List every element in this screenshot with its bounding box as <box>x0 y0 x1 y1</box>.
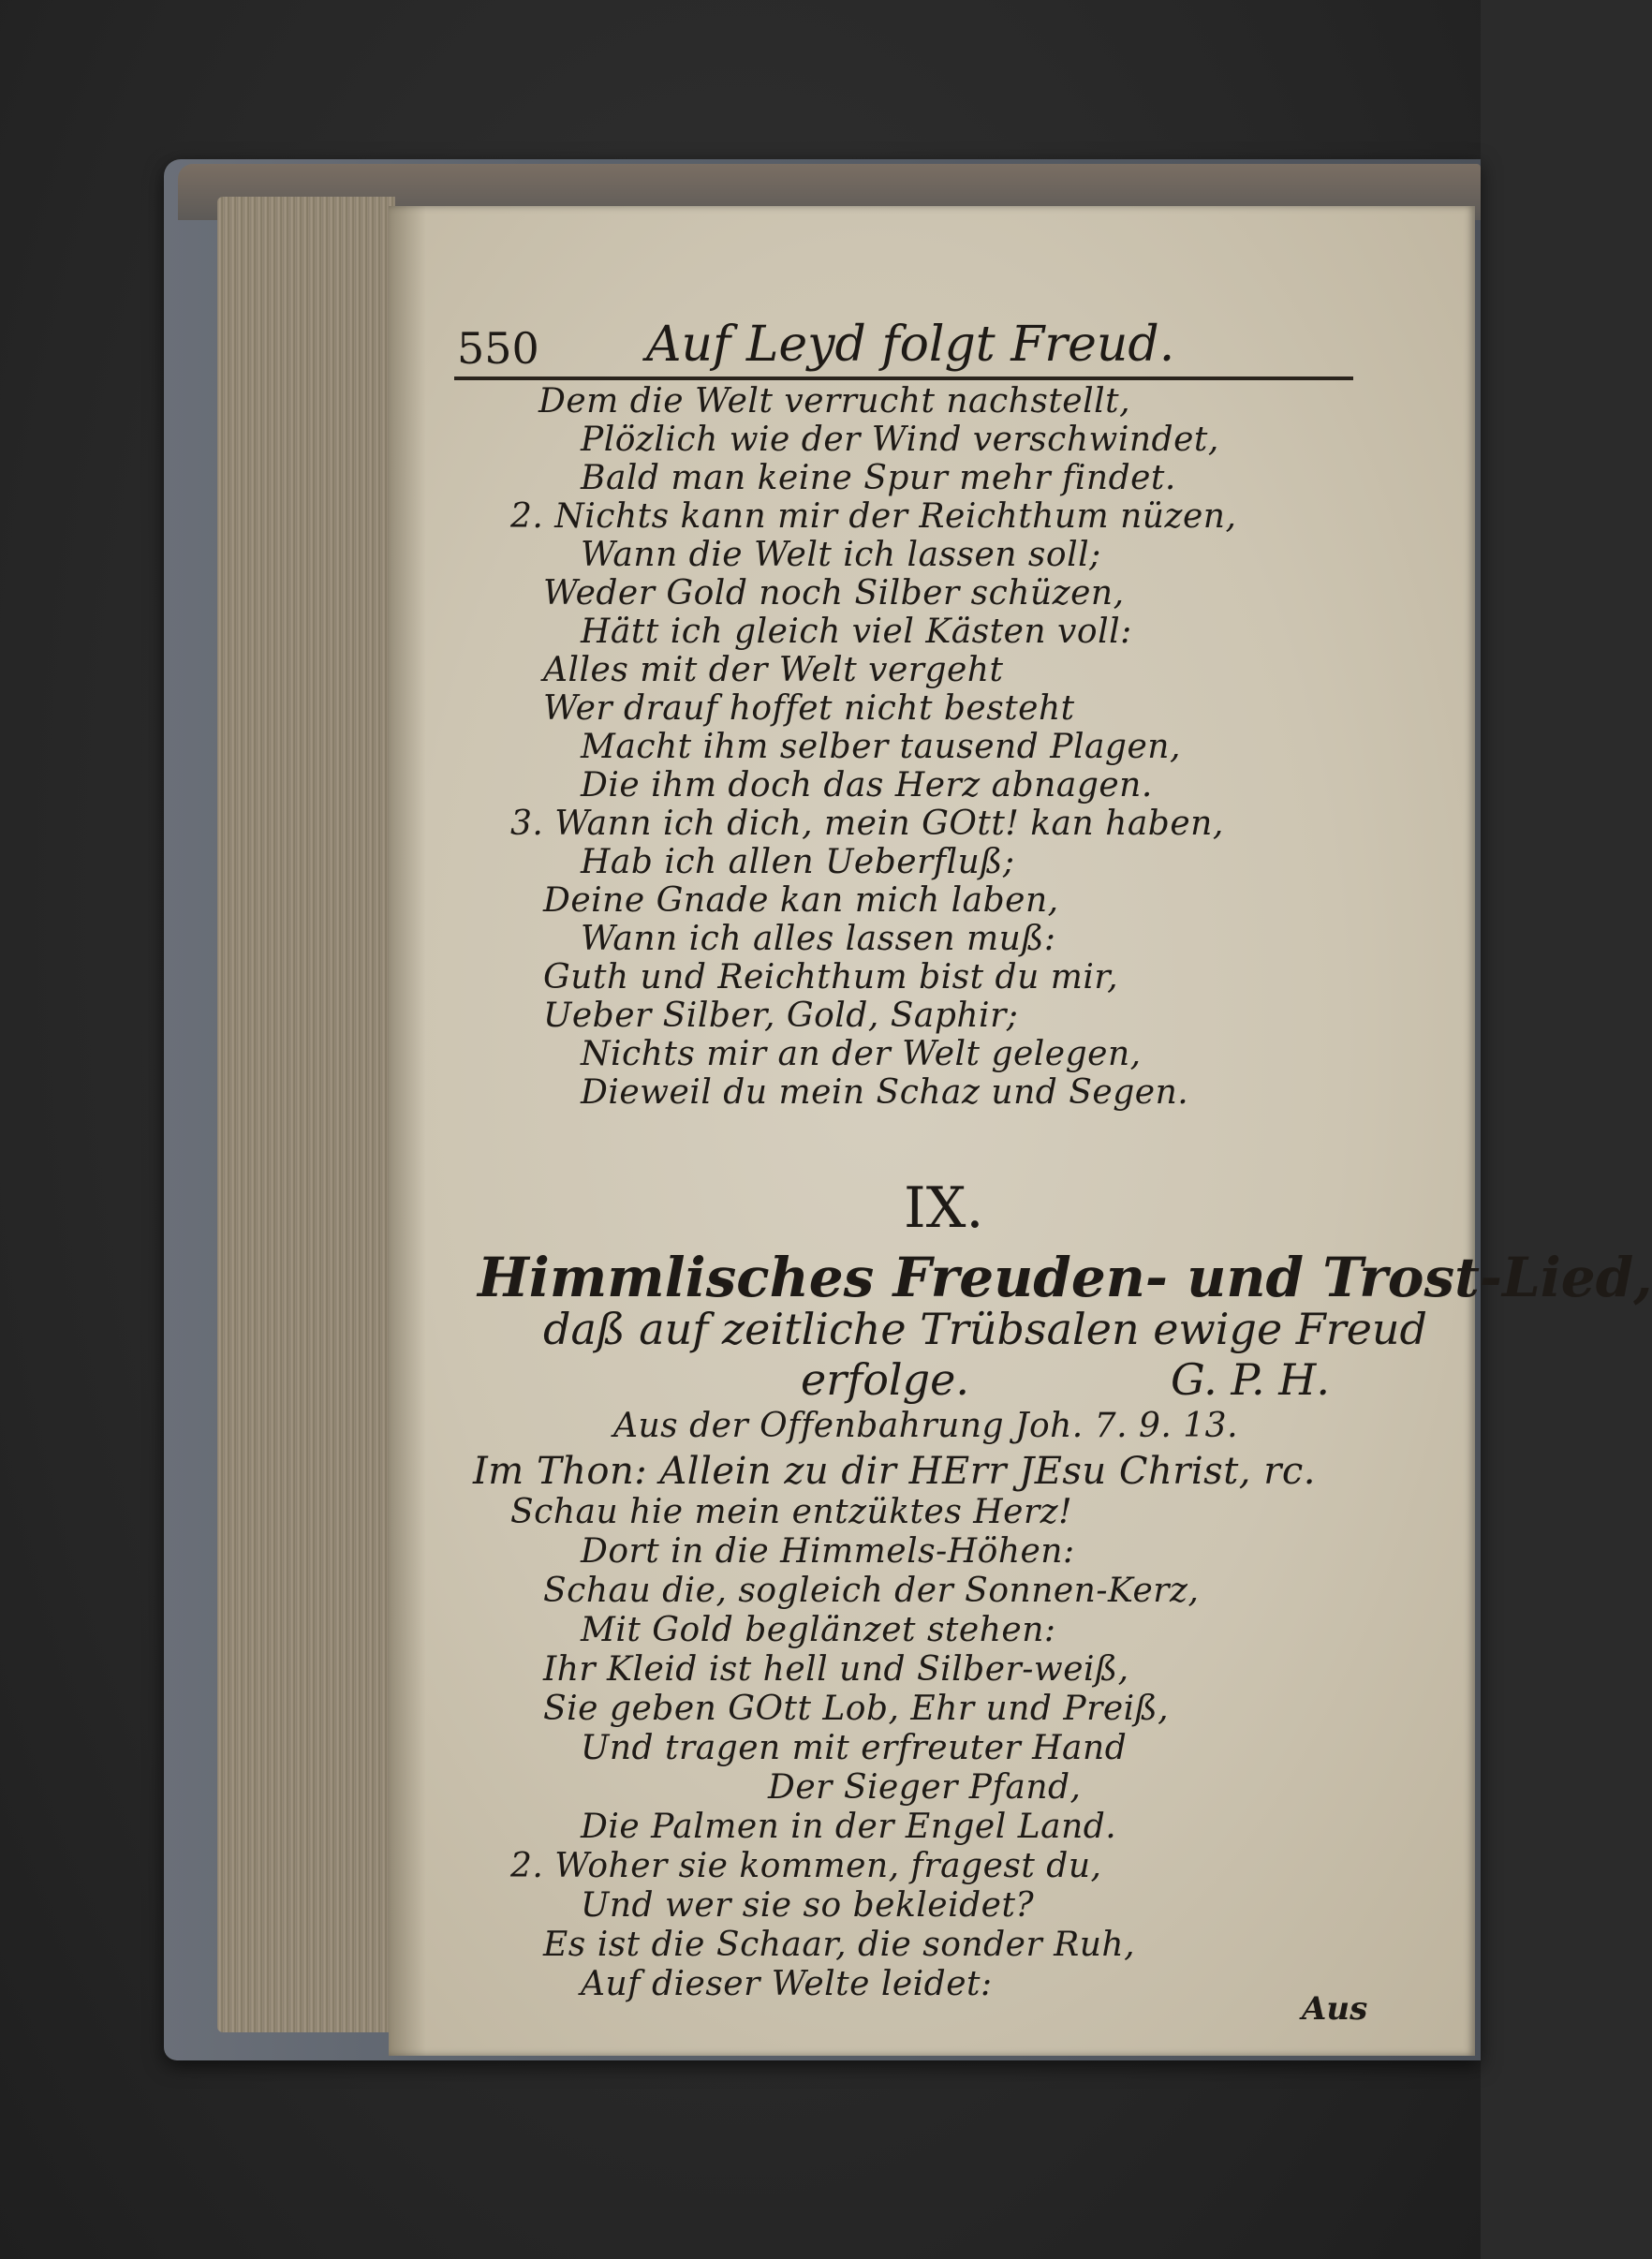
hymn-subtitle-end: erfolge. <box>801 1354 969 1405</box>
verse-line: Auf dieser Welte leidet: <box>581 1965 993 2003</box>
verse-line: Ihr Kleid ist hell und Silber-weiß, <box>543 1650 1129 1689</box>
hymn-title: Himmlisches Freuden- und Trost-Lied, <box>478 1246 1652 1309</box>
tune-line: Im Thon: Allein zu dir HErr JEsu Christ, rc. <box>473 1450 1316 1493</box>
verse-line: Hätt ich gleich viel Kästen voll: <box>581 613 1132 651</box>
verse-line: Plözlich wie der Wind verschwindet, <box>581 421 1219 459</box>
verse-line: Alles mit der Welt vergeht <box>543 651 1004 689</box>
catchword: Aus <box>1302 1990 1368 2028</box>
verse-line: Die ihm doch das Herz abnagen. <box>581 766 1153 805</box>
verse-line: Und wer sie so bekleidet? <box>581 1886 1035 1925</box>
verse-line: Wann die Welt ich lassen soll; <box>581 536 1101 574</box>
verse-line: Guth und Reichthum bist du mir, <box>543 958 1119 997</box>
verse-line: Ueber Silber, Gold, Saphir; <box>543 997 1019 1035</box>
verse-line: Sie geben GOtt Lob, Ehr und Preiß, <box>543 1690 1170 1728</box>
verse-line: Dieweil du mein Schaz und Segen. <box>581 1073 1189 1112</box>
verse-line: Es ist die Schaar, die sonder Ruh, <box>543 1926 1136 1964</box>
verse-line: Macht ihm selber tausend Plagen, <box>581 728 1181 766</box>
verse-line: Dem die Welt verrucht nachstellt, <box>538 382 1131 421</box>
page-gutter-shadow <box>389 206 426 2056</box>
verse-line: 3. Wann ich dich, mein GOtt! kan haben, <box>510 805 1224 843</box>
verse-line: Schau hie mein entzüktes Herz! <box>510 1493 1073 1531</box>
verse-line: Schau die, sogleich der Sonnen-Kerz, <box>543 1572 1200 1610</box>
verse-line: Hab ich allen Ueberfluß; <box>581 843 1015 881</box>
verse-line: Dort in die Himmels-Höhen: <box>581 1532 1075 1571</box>
page-number: 550 <box>457 323 539 374</box>
verse-line: Wer drauf hoffet nicht besteht <box>543 689 1075 728</box>
verse-line: Bald man keine Spur mehr findet. <box>581 459 1176 497</box>
section-numeral: IX. <box>904 1175 984 1241</box>
verse-line: 2. Woher sie kommen, fragest du, <box>510 1847 1102 1885</box>
verse-line: Wann ich alles lassen muß: <box>581 920 1056 958</box>
verse-line: Deine Gnade kan mich laben, <box>543 881 1059 920</box>
verse-line: Und tragen mit erfreuter Hand <box>581 1729 1128 1767</box>
verse-line: Die Palmen in der Engel Land. <box>581 1808 1117 1846</box>
header-rule <box>454 376 1353 380</box>
page-edges <box>217 197 395 2032</box>
verse-line: Nichts mir an der Welt gelegen, <box>581 1035 1142 1073</box>
hymn-author: G. P. H. <box>1171 1354 1330 1405</box>
hymn-subtitle: daß auf zeitliche Trübsalen ewige Freud <box>543 1304 1427 1354</box>
running-head: Auf Leyd folgt Freud. <box>646 317 1175 373</box>
verse-line: 2. Nichts kann mir der Reichthum nüzen, <box>510 497 1237 536</box>
verse-line: Mit Gold beglänzet stehen: <box>581 1611 1056 1649</box>
verse-line: Weder Gold noch Silber schüzen, <box>543 574 1125 613</box>
scripture-reference: Aus der Offenbahrung Joh. 7. 9. 13. <box>613 1407 1239 1445</box>
verse-line: Der Sieger Pfand, <box>768 1768 1082 1807</box>
